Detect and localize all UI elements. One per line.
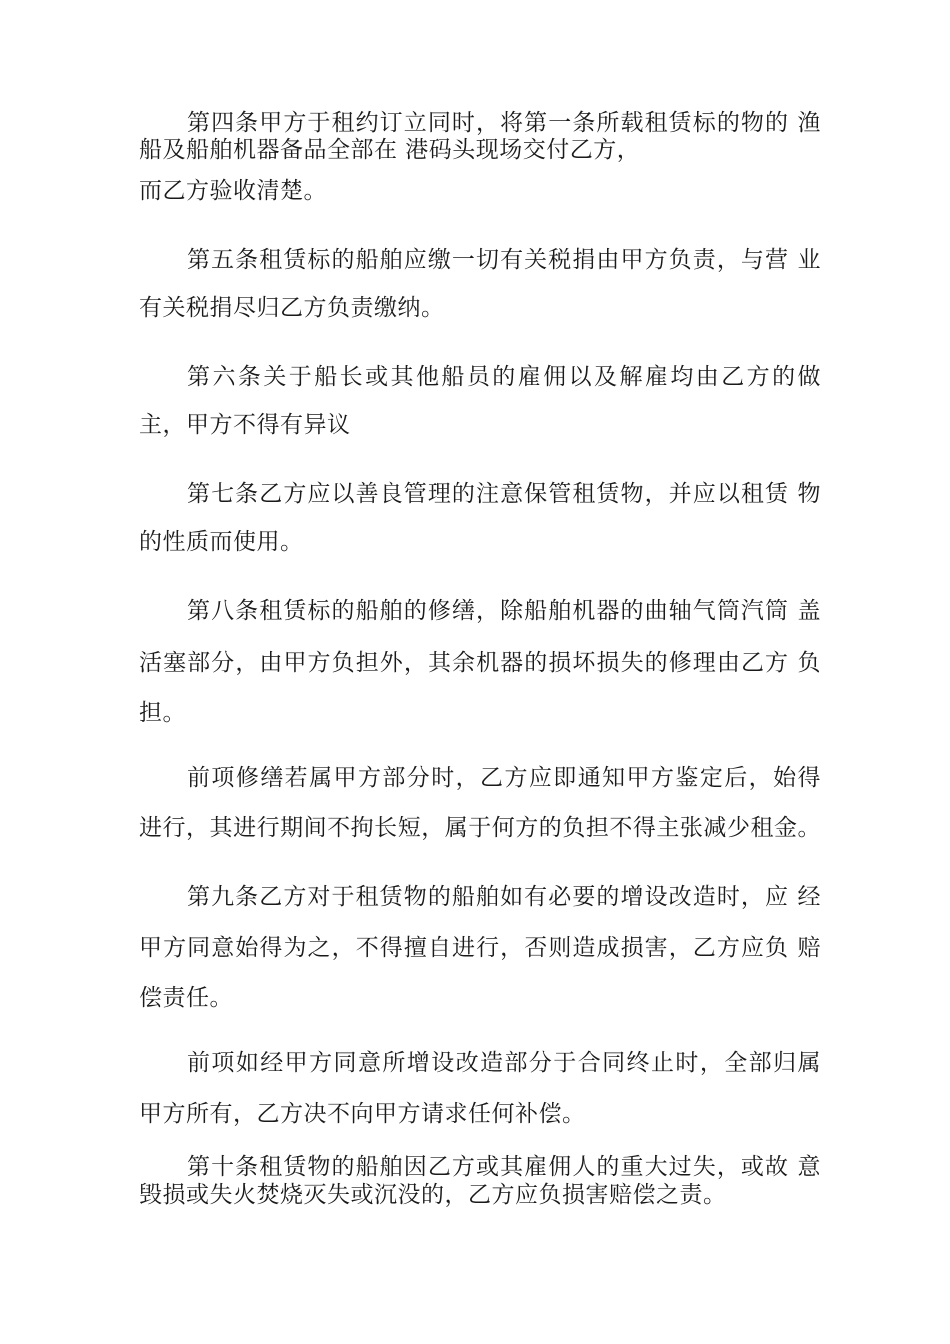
para-4-line-2: 船及船舶机器备品全部在 港码头现场交付乙方， bbox=[139, 137, 641, 163]
para-repair-line-1: 前项修缮若属甲方部分时，乙方应即通知甲方鉴定后，始得 bbox=[187, 765, 821, 791]
para-7-line-2: 的性质而使用。 bbox=[139, 529, 304, 555]
para-8-line-3: 担。 bbox=[139, 700, 186, 726]
para-6-line-2: 主，甲方不得有异议 bbox=[139, 412, 351, 438]
para-10-line-2: 毁损或失火焚烧灭失或沉没的，乙方应负损害赔偿之责。 bbox=[139, 1182, 727, 1208]
para-10-line-1: 第十条租赁物的船舶因乙方或其雇佣人的重大过失，或故 意 bbox=[187, 1154, 821, 1180]
para-8-line-2: 活塞部分，由甲方负担外，其余机器的损坏损失的修理由乙方 负 bbox=[139, 650, 821, 676]
para-4-line-3: 而乙方验收清楚。 bbox=[139, 178, 327, 204]
para-9-line-1: 第九条乙方对于租赁物的船舶如有必要的增设改造时，应 经 bbox=[187, 884, 821, 910]
para-5-line-2: 有关税捐尽归乙方负责缴纳。 bbox=[139, 295, 445, 321]
para-4-line-1: 第四条甲方于租约订立同时，将第一条所载租赁标的物的 渔 bbox=[187, 110, 821, 136]
para-5-line-1: 第五条租赁标的船舶应缴一切有关税捐由甲方负责，与营 业 bbox=[187, 247, 821, 273]
para-repair-line-2: 进行，其进行期间不拘长短，属于何方的负担不得主张减少租金。 bbox=[139, 815, 821, 841]
para-modify-line-1: 前项如经甲方同意所增设改造部分于合同终止时，全部归属 bbox=[187, 1050, 821, 1076]
para-9-line-3: 偿责任。 bbox=[139, 985, 233, 1011]
para-7-line-1: 第七条乙方应以善良管理的注意保管租赁物，并应以租赁 物 bbox=[187, 481, 821, 507]
para-6-line-1: 第六条关于船长或其他船员的雇佣以及解雇均由乙方的做 bbox=[187, 364, 821, 390]
para-8-line-1: 第八条租赁标的船舶的修缮，除船舶机器的曲轴气筒汽筒 盖 bbox=[187, 598, 821, 624]
para-modify-line-2: 甲方所有，乙方决不向甲方请求任何补偿。 bbox=[139, 1101, 586, 1127]
para-9-line-2: 甲方同意始得为之，不得擅自进行，否则造成损害，乙方应负 赔 bbox=[139, 935, 821, 961]
